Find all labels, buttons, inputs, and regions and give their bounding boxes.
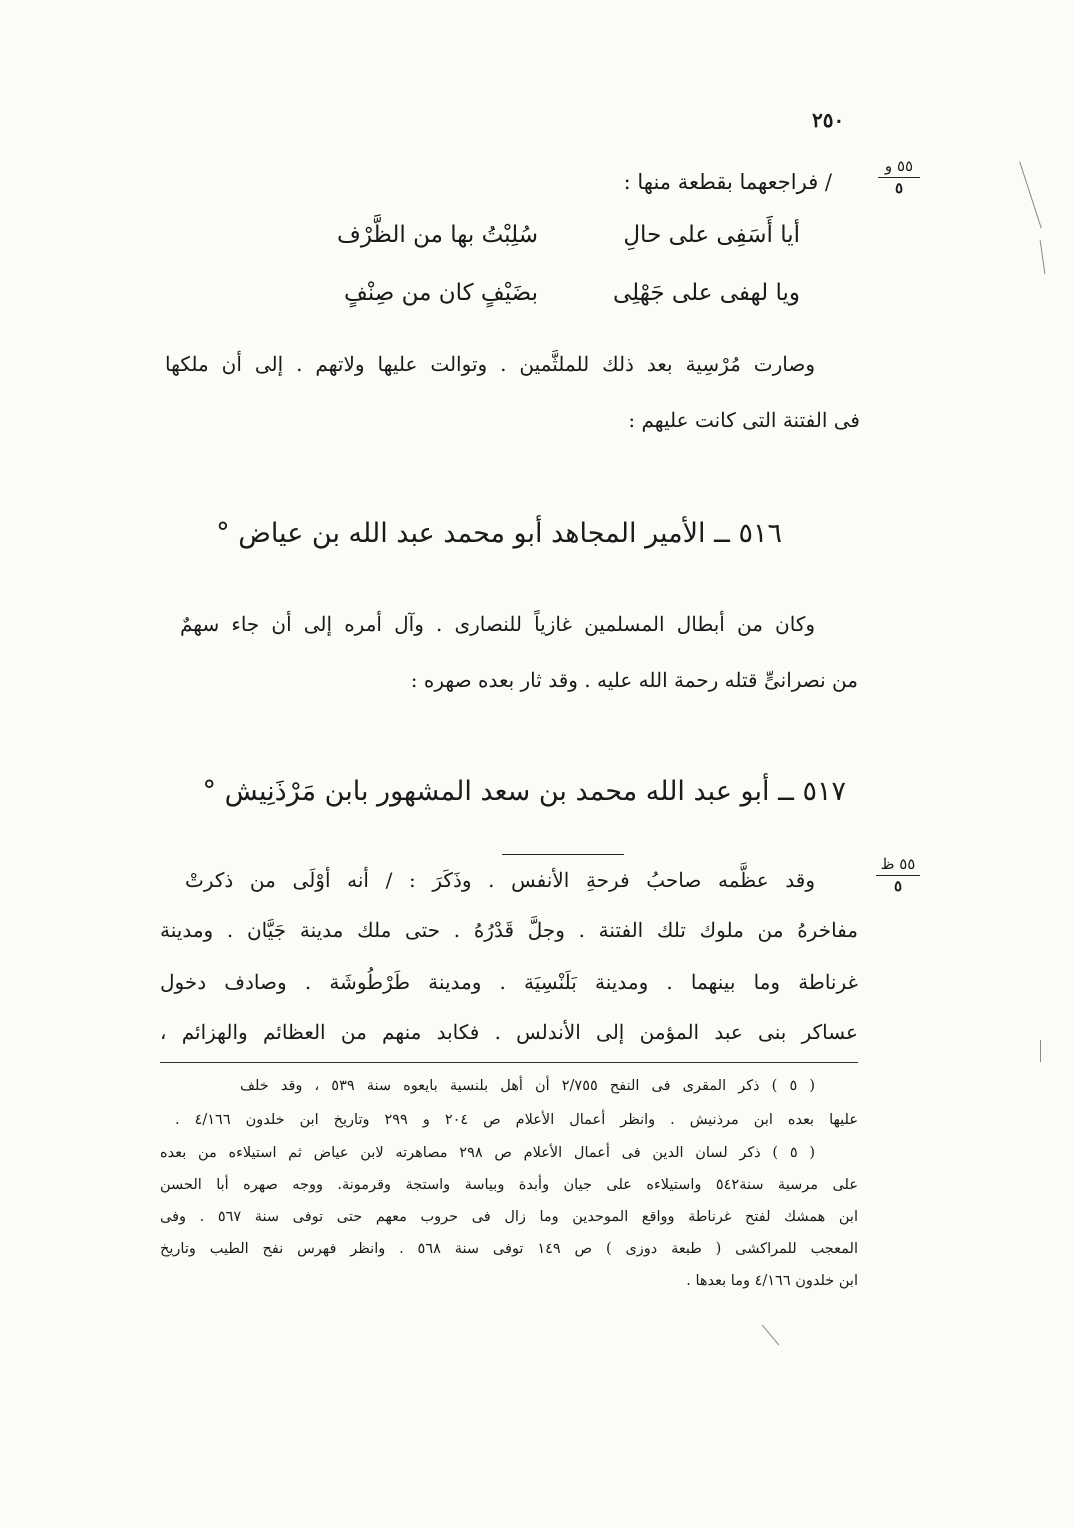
paragraph-2-line-1: وكان من أبطال المسلمين غازياً للنصارى . وآل أمره إلى أن جاء سهمٌ bbox=[180, 612, 815, 636]
page-number: ٢٥٠ bbox=[812, 108, 845, 132]
margin-folio-number: ٥ bbox=[893, 876, 903, 895]
footnote-1-line-1: ( ٥ ) ذكر المقرى فى النفح ٢/٧٥٥ أن أهل بلنسية بايعوه سنة ٥٣٩ ، وقد خلف bbox=[240, 1078, 815, 1094]
margin-folio-number: ٥ bbox=[894, 178, 904, 197]
verse-block bbox=[260, 222, 800, 322]
margin-folio-ref-2 bbox=[876, 856, 920, 894]
paragraph-3-line-4: عساكر بنى عبد المؤمن إلى الأندلس . فكابد منهم من العظائم والهزائم ، bbox=[160, 1020, 858, 1044]
scan-artifact-mark bbox=[1040, 1040, 1041, 1062]
footnote-2-line-5: ابن خلدون ٤/١٦٦ وما بعدها . bbox=[686, 1273, 858, 1289]
scan-artifact-mark bbox=[762, 1325, 779, 1346]
paragraph-3-line-3: غرناطة وما بينهما . ومدينة بَلَنْسِيَة . ومدينة طَرْطُوشَة . وصادف دخول bbox=[160, 970, 858, 994]
title-overline bbox=[502, 854, 624, 855]
verse-line-2-first-half: ويا لهفى على جَهْلِى bbox=[613, 280, 800, 306]
paragraph-1-line-2: فى الفتنة التى كانت عليهم : bbox=[628, 408, 860, 432]
footnote-2-line-4: المعجب للمراكشى ( طبعة دوزى ) ص ١٤٩ توفى سنة ٥٦٨ . وانظر فهرس نفح الطيب وتاريخ bbox=[160, 1241, 858, 1257]
scan-artifact-mark bbox=[1019, 162, 1042, 229]
footnote-rule bbox=[160, 1062, 858, 1063]
margin-folio-ref-1 bbox=[878, 158, 920, 196]
footnote-1-line-2: عليها بعده ابن مرذنيش . وانظر أعمال الأعلام ص ٢٠٤ و ٢٩٩ وتاريخ ابن خلدون ٤/١٦٦ . bbox=[175, 1112, 858, 1128]
verse-line-1-second-half: سُلِبْتُ بها من الظَّرْف bbox=[337, 222, 538, 248]
scan-artifact-mark bbox=[1040, 240, 1046, 274]
verse-line-1-first-half: أيا أَسَفِى على حالِ bbox=[623, 222, 800, 248]
margin-folio-leaf: ٥٥ ظ bbox=[876, 856, 920, 876]
footnote-2-line-2: على مرسية سنة٥٤٢ واستيلاءه على جيان وأبدة وبياسة واستجة وقرمونة. ووجه صهره أبا الحسن bbox=[160, 1177, 858, 1193]
paragraph-3-line-2: مفاخرهُ من ملوك تلك الفتنة . وجلَّ قَدْرُهُ . حتى ملك مدينة جَيَّان . ومدينة bbox=[160, 918, 858, 942]
margin-folio-leaf: ٥٥ و bbox=[878, 158, 920, 178]
paragraph-3-line-1: وقد عظَّمه صاحبُ فرحةِ الأنفس . وذَكَرَ : / أنه أوْلَى من ذكرتْ bbox=[185, 868, 815, 892]
footnote-2-line-1: ( ٥ ) ذكر لسان الدين فى أعمال الأعلام ص ٢٩٨ مصاهرته لابن عياض ثم استيلاءه من بعده bbox=[160, 1145, 815, 1161]
footnote-2-line-3: ابن همشك لفتح غرناطة وواقع الموحدين وما زال فى حروب معهم حتى توفى سنة ٥٦٧ . وفى bbox=[160, 1209, 858, 1225]
paragraph-1-line-1: وصارت مُرْسِية بعد ذلك للملثَّمين . وتوالت عليها ولاتهم . إلى أن ملكها bbox=[165, 352, 815, 376]
entry-heading-516: ٥١٦ ــ الأمير المجاهد أبو محمد عبد الله بن عياض ° bbox=[216, 518, 782, 549]
intro-line: / فراجعهما بقطعة منها : bbox=[623, 170, 832, 194]
entry-heading-517: ٥١٧ ــ أبو عبد الله محمد بن سعد المشهور بابن مَرْذَنِيش ° bbox=[202, 776, 846, 807]
paragraph-2-line-2: من نصرانىٍّ قتله رحمة الله عليه . وقد ثار بعده صهره : bbox=[410, 668, 858, 692]
verse-line-2-second-half: بضَيْفٍ كان من صِنْفٍ bbox=[344, 280, 538, 306]
